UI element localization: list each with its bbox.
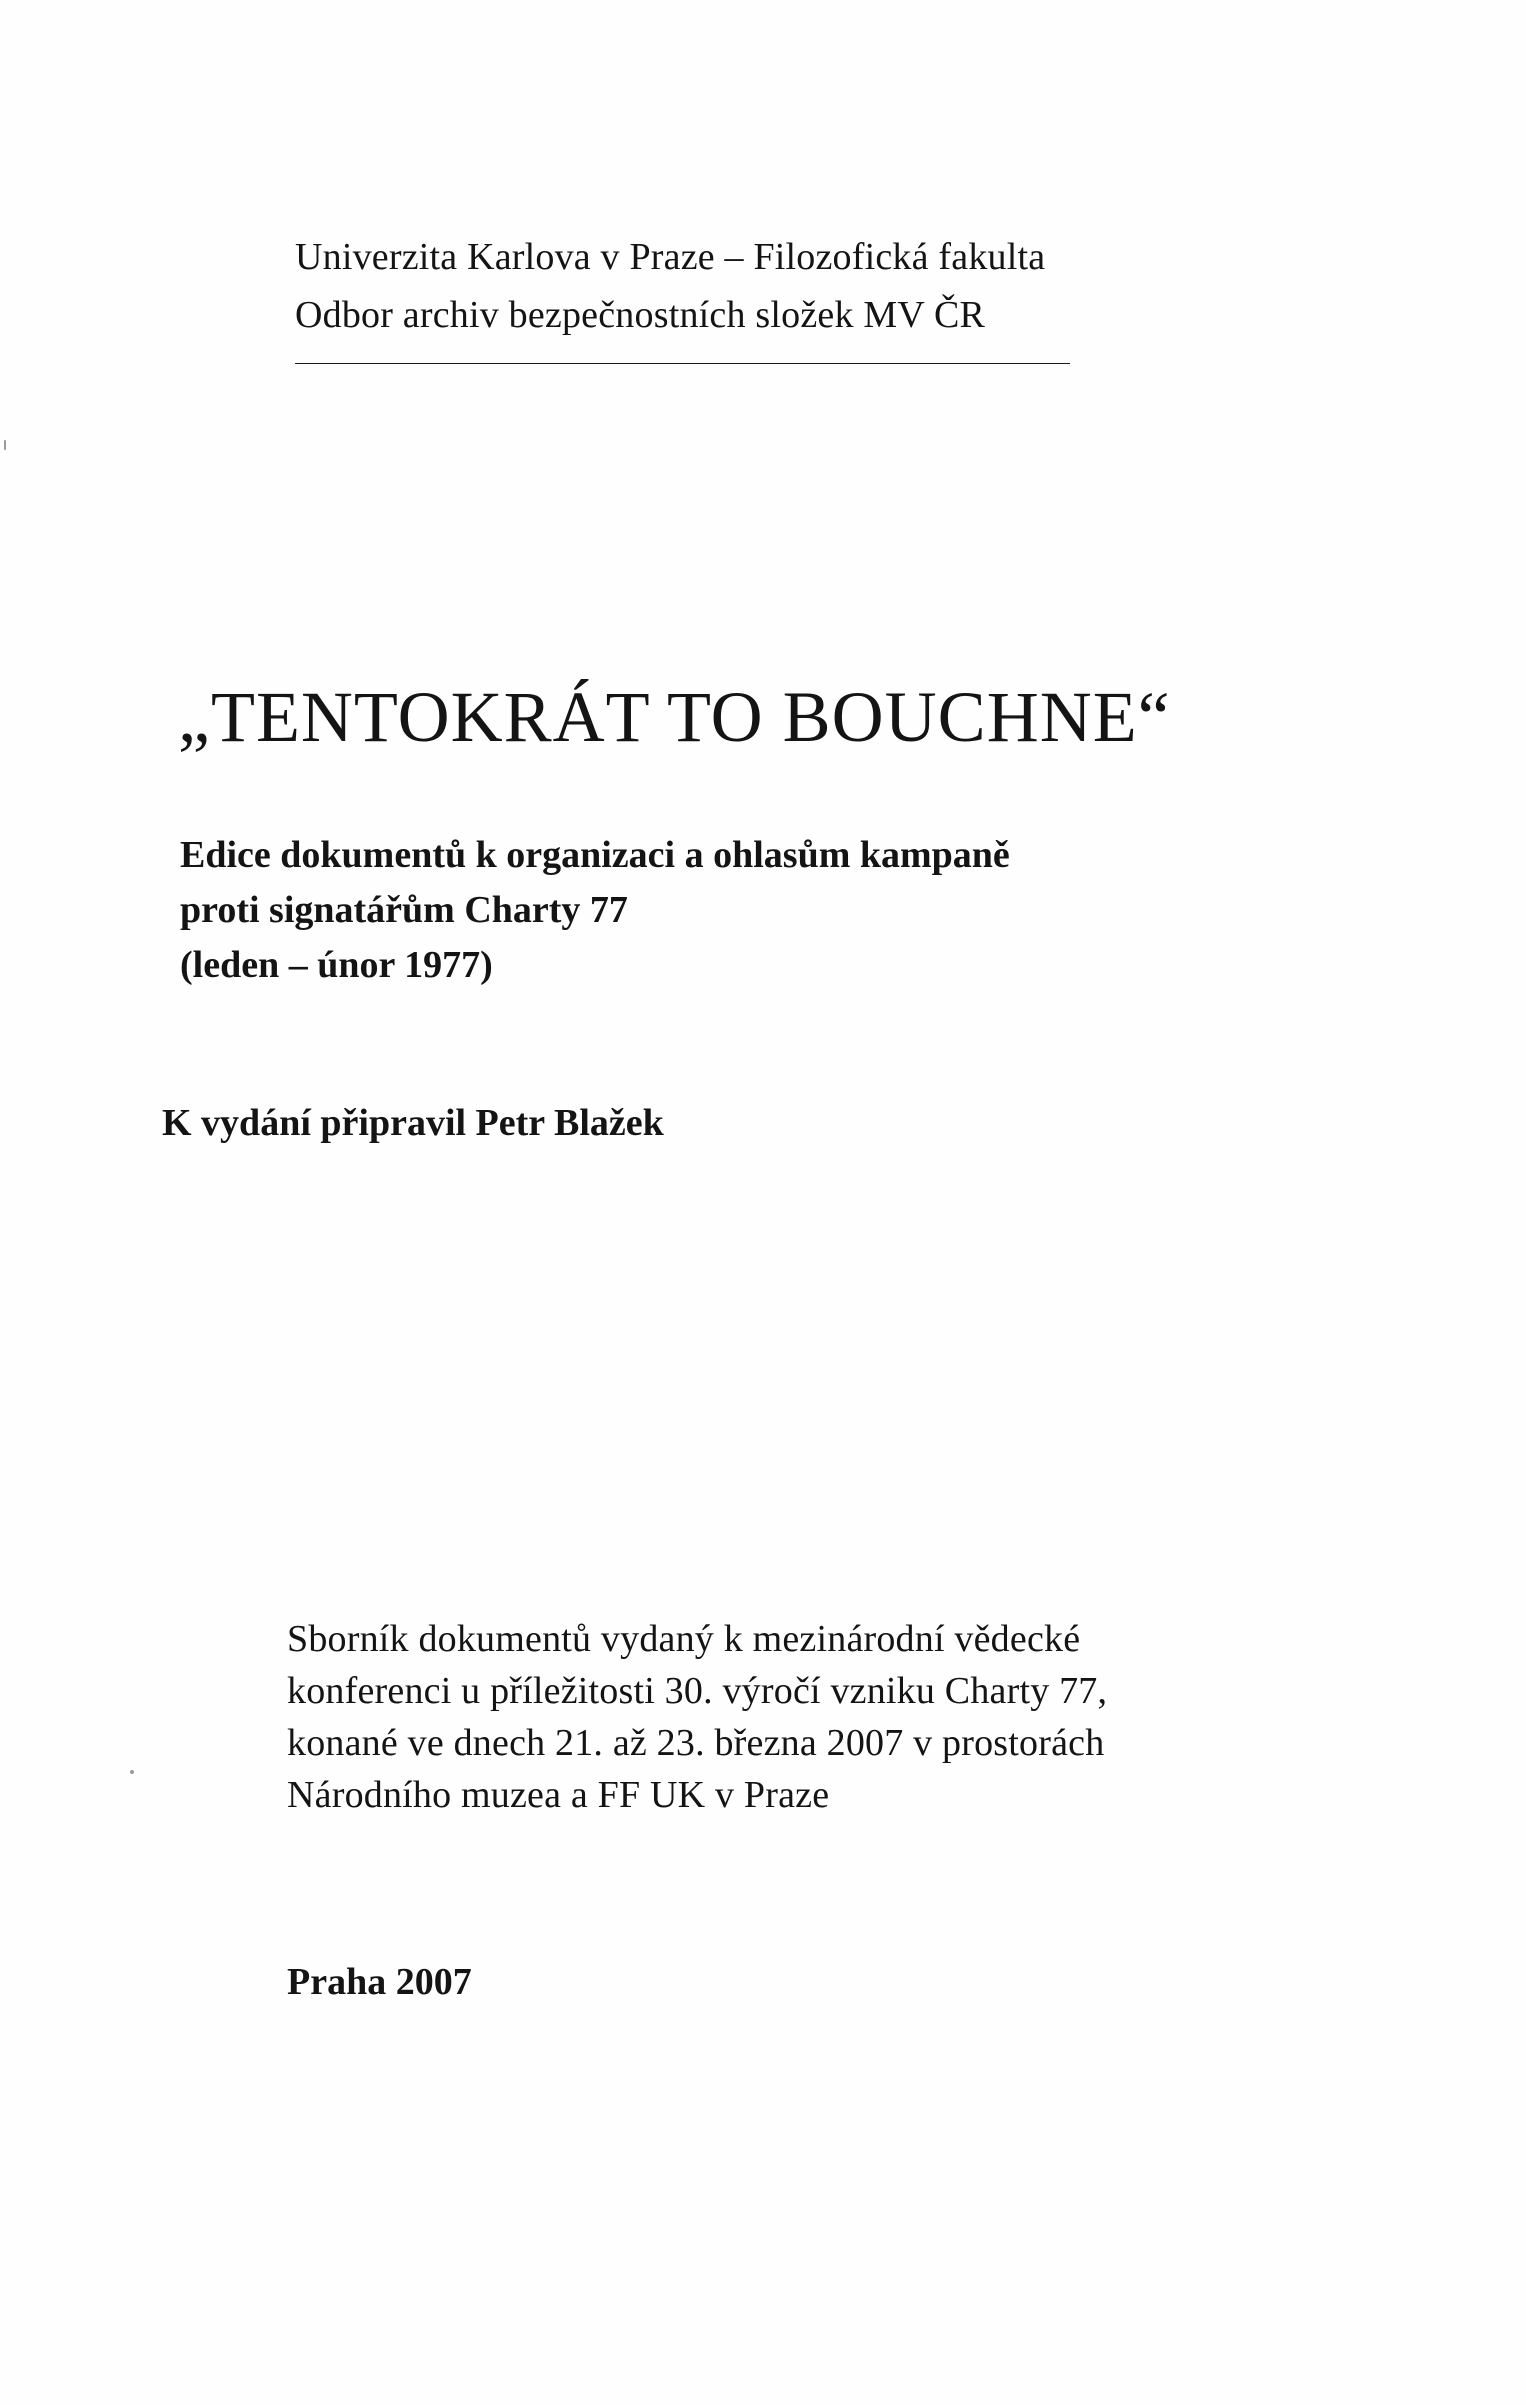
note-line: Sborník dokumentů vydaný k mezinárodní vědecké bbox=[287, 1618, 1081, 1660]
subtitle-line: proti signatářům Charty 77 bbox=[180, 889, 628, 931]
institution-line: Univerzita Karlova v Praze – Filozofická fakulta bbox=[295, 236, 1046, 278]
subtitle-line: Edice dokumentů k organizaci a ohlasům kampaně bbox=[180, 834, 1010, 876]
institution-line: Odbor archiv bezpečnostních složek MV ČR bbox=[295, 294, 986, 336]
editor-credit: K vydání připravil Petr Blažek bbox=[162, 1102, 664, 1144]
note-line: Národního muzea a FF UK v Praze bbox=[287, 1774, 830, 1816]
note-line: konané ve dnech 21. až 23. března 2007 v prostorách bbox=[287, 1722, 1105, 1764]
header-divider bbox=[295, 363, 1070, 364]
book-subtitle bbox=[180, 828, 1010, 993]
scan-speck bbox=[4, 440, 6, 450]
scan-speck bbox=[130, 1770, 134, 1774]
publication-note bbox=[287, 1613, 1107, 1821]
imprint-place-year: Praha 2007 bbox=[287, 1961, 472, 2003]
note-line: konferenci u příležitosti 30. výročí vzniku Charty 77, bbox=[287, 1670, 1108, 1712]
institutions-block bbox=[295, 228, 1045, 344]
book-title: „TENTOKRÁT TO BOUCHNE“ bbox=[178, 677, 1171, 757]
subtitle-line: (leden – únor 1977) bbox=[180, 944, 493, 986]
